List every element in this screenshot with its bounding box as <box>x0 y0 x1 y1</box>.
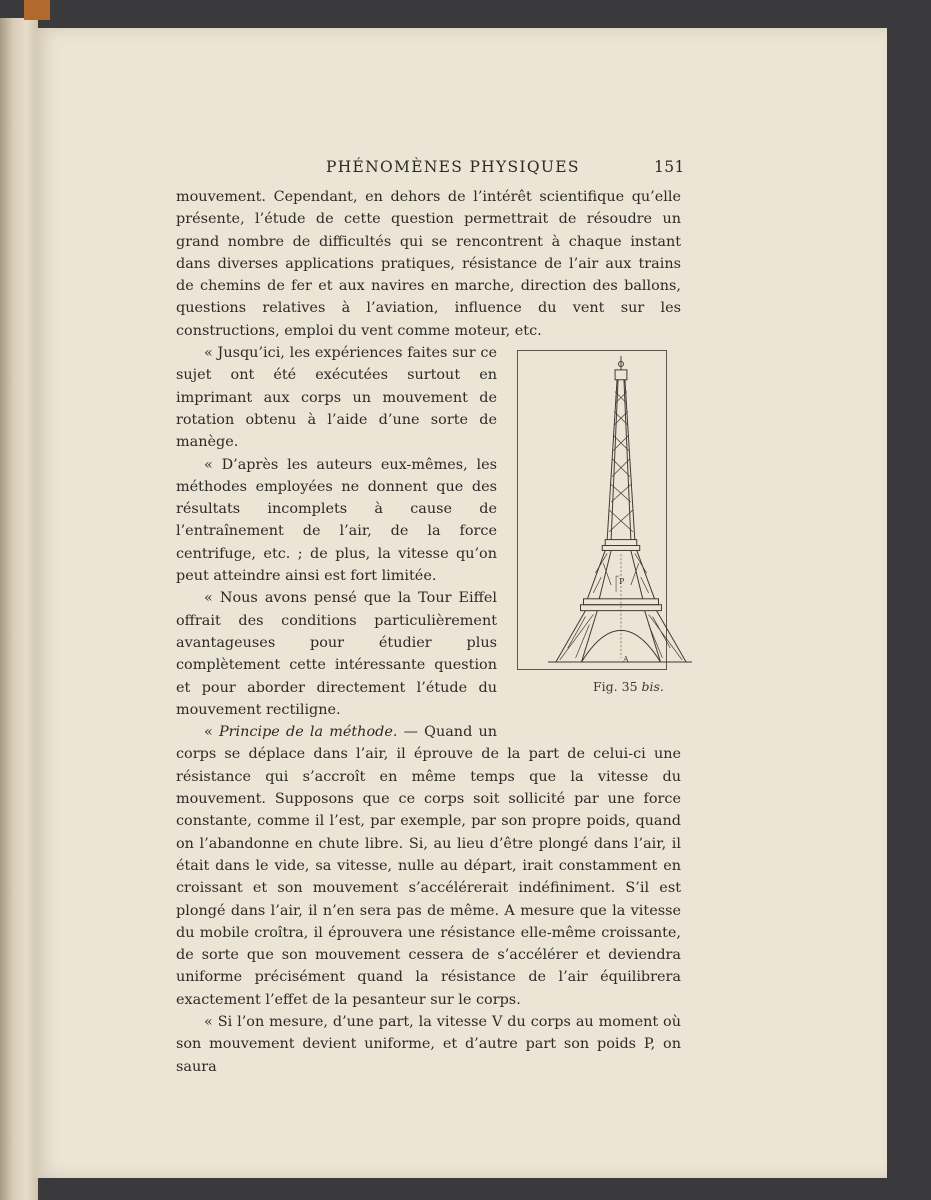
paragraph-5-italic: Principe de la méthode. <box>218 724 398 741</box>
paragraph-1: mouvement. Cependant, en dehors de l’intérêt scientifique qu’elle présente, l’étude de cette question permettrait de résoudre un grand nombre de difficultés qui se rencontrent à chaque instant dans diverses applications pratiques, résistance de l’air aux trains de chemins de fer et aux navires en marche, direction des ballons, questions relatives à l’aviation, influence du vent sur les constructions, emploi du vent comme moteur, etc. <box>176 189 681 339</box>
figure-frame <box>517 350 667 670</box>
paragraph-6: « Si l’on mesure, d’une part, la vitesse V du corps au moment où son mouvement devient uniforme, et d’autre part son poids P, on saura <box>176 1013 681 1075</box>
book-edge-tab <box>24 0 50 20</box>
paragraph-3: « D’après les auteurs eux-mêmes, les méthodes employées ne donnent que des résultats incomplets à cause de l’entraînement de l’air, de la force centrifuge, etc. ; de plus, la vitesse qu’on peut atteindre ainsi est fort limitée. <box>176 456 497 585</box>
page-number: 151 <box>654 158 685 176</box>
paragraph-2-text: « Jusqu’ici, les expériences faites sur ce sujet ont été exécutées surtout en imprimant aux corps un mouvement de rotation obtenu à l’aide d’une sorte de manège. <box>176 345 497 451</box>
paragraph-5-text: — Quand un corps se déplace dans l’air, il éprouve de la part de celui-ci une résistance qui s’accroît en même temps que la vitesse du mouvement. Supposons que ce corps soit sollicité par une force constante, comme il l’est, par exemple, par son propre poids, quand on l’abandonne en chute libre. Si, au lieu d’être plongé dans l’air, il était dans le vide, sa vitesse, nulle au départ, irait constamment en croissant et son mouvement s’accélérerait indéfiniment. S’il est plongé dans l’air, il n’en sera pas de même. A mesure que la vitesse du mobile croîtra, il éprouvera une résistance elle-même croissante, de sorte que son mouvement cessera de s’accélérer et deviendra uniforme précisément quand la résistance de l’air équilibrera exactement l’effet de la pesanteur sur le corps. <box>176 724 681 1008</box>
book-edge <box>0 18 38 1200</box>
paragraph-5-opening: « <box>204 724 219 741</box>
page-header <box>34 158 887 182</box>
figure-caption <box>565 676 664 698</box>
paragraph-4: « Nous avons pensé que la Tour Eiffel offrait des conditions particulièrement avantageuses pour étudier plus complètement cette intéressante question et pour aborder directement l’étude du mouvement rectiligne. <box>176 590 497 718</box>
figure-label-p: P <box>619 577 625 587</box>
running-title: PHÉNOMÈNES PHYSIQUES <box>326 158 580 176</box>
eiffel-tower-engraving <box>546 351 694 669</box>
figure-eiffel-tower <box>513 342 685 730</box>
figure-caption-prefix: Fig. 35 <box>593 679 642 695</box>
book-page <box>34 28 887 1178</box>
paragraph-5 <box>176 721 681 1011</box>
body-text <box>176 186 681 1078</box>
figure-label-a: A <box>622 655 629 665</box>
figure-caption-italic: bis. <box>641 679 664 695</box>
